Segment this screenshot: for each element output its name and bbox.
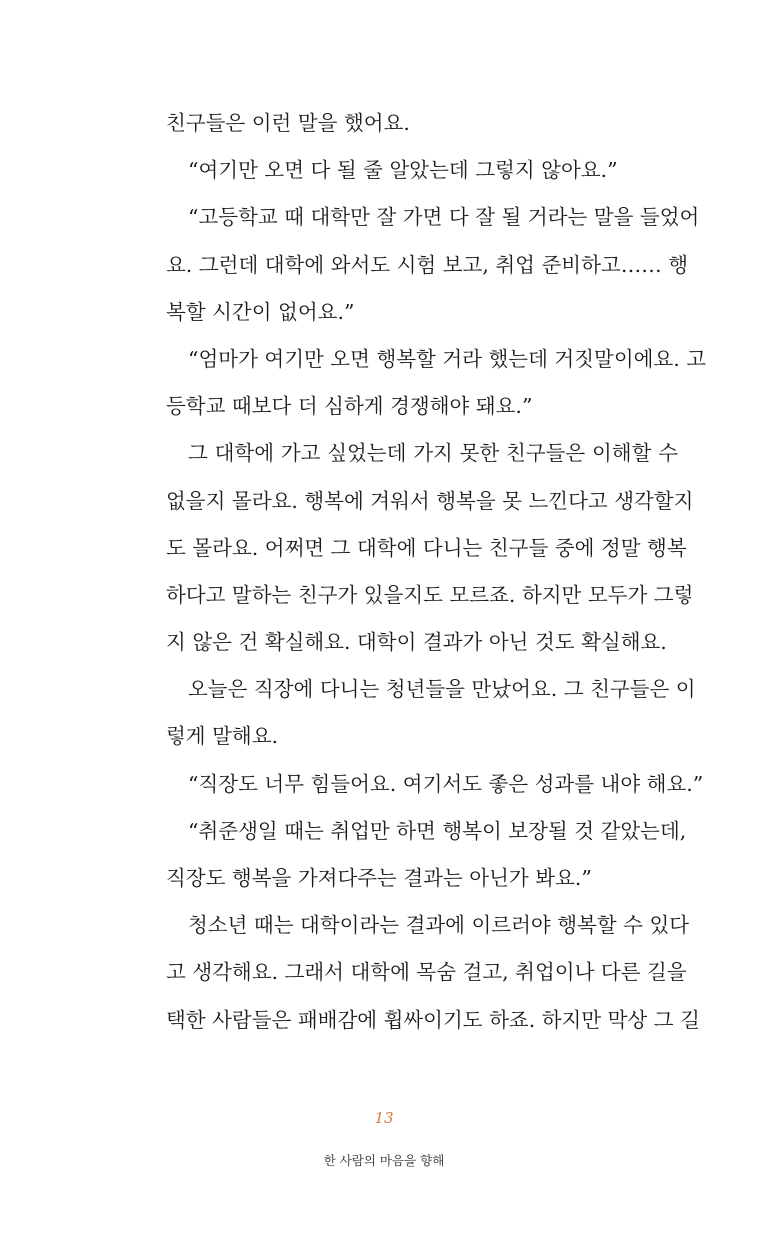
text-line: “여기만 오면 다 될 줄 알았는데 그렇지 않아요.” (188, 158, 618, 183)
text-line: 청소년 때는 대학이라는 결과에 이르러야 행복할 수 있다 (188, 913, 690, 938)
text-line: 하다고 말하는 친구가 있을지도 모르죠. 하지만 모두가 그렇 (166, 582, 694, 607)
text-line: “고등학교 때 대학만 잘 가면 다 잘 될 거라는 말을 들었어 (188, 205, 700, 230)
text-line: 고 생각해요. 그래서 대학에 목숨 걸고, 취업이나 다른 길을 (166, 960, 687, 985)
text-line: 복할 시간이 없어요.” (166, 299, 355, 324)
text-line: 요. 그런데 대학에 와서도 시험 보고, 취업 준비하고…… 행 (166, 252, 689, 277)
text-line: “직장도 너무 힘들어요. 여기서도 좋은 성과를 내야 해요.” (188, 771, 704, 796)
text-line: “취준생일 때는 취업만 하면 행복이 보장될 것 같았는데, (188, 818, 687, 843)
text-line: 택한 사람들은 패배감에 휩싸이기도 하죠. 하지만 막상 그 길 (166, 1007, 700, 1032)
text-line: 지 않은 건 확실해요. 대학이 결과가 아닌 것도 확실해요. (166, 630, 667, 655)
text-line: 직장도 행복을 가져다주는 결과는 아닌가 봐요.” (166, 866, 592, 890)
text-line: 도 몰라요. 어쩌면 그 대학에 다니는 친구들 중에 정말 행복 (166, 535, 687, 560)
text-line: “엄마가 여기만 오면 행복할 거라 했는데 거짓말이에요. 고 (188, 346, 707, 371)
text-line: 그 대학에 가고 싶었는데 가지 못한 친구들은 이해할 수 (188, 441, 678, 466)
running-footer: 한 사람의 마음을 향해 (323, 1153, 445, 1168)
text-line: 친구들은 이런 말을 했어요. (166, 111, 410, 135)
text-line: 없을지 몰라요. 행복에 겨워서 행복을 못 느낀다고 생각할지 (166, 488, 694, 513)
text-line: 오늘은 직장에 다니는 청년들을 만났어요. 그 친구들은 이 (188, 677, 696, 702)
page-number: 13 (374, 1109, 394, 1127)
text-line: 등학교 때보다 더 심하게 경쟁해야 돼요.” (166, 394, 533, 419)
body-text (166, 100, 707, 1044)
text-line: 렇게 말해요. (166, 724, 279, 749)
